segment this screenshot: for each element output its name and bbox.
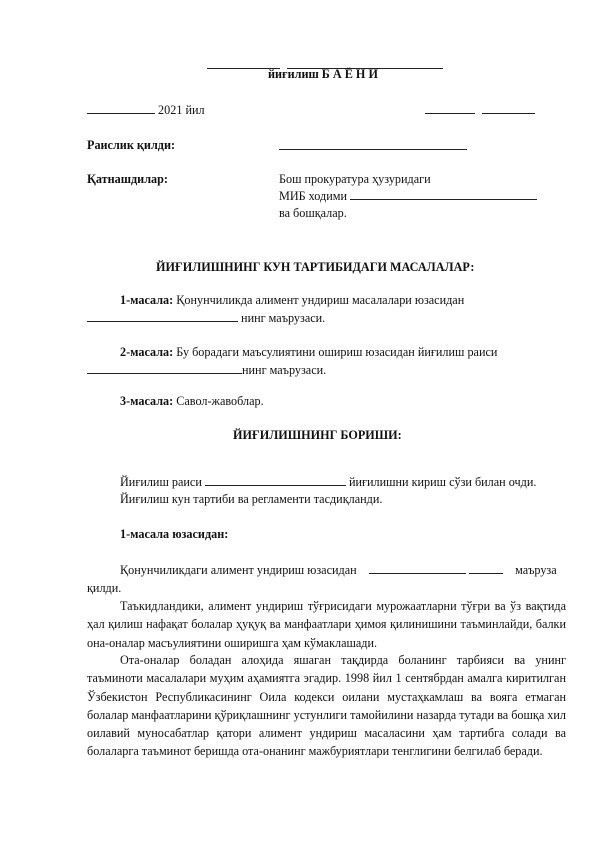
participants-line2-text: МИБ ходими: [279, 189, 348, 203]
agenda-item-2-blank: [87, 363, 242, 374]
agenda-title: ЙИҒИЛИШНИНГ КУН ТАРТИБИДАГИ МАСАЛАЛАР:: [156, 260, 475, 274]
speaker-blank-2: [469, 563, 503, 574]
agenda-item-2: [87, 343, 566, 380]
p1-b: маъруза: [515, 563, 557, 577]
participants-line2: [279, 189, 537, 204]
p1-a: Қонунчиликдаги алимент ундириш юзасидан: [120, 563, 357, 577]
date-blank: [87, 103, 155, 114]
section-1-title: 1-масала юзасидан:: [120, 527, 229, 541]
agenda-item-2-tail: нинг маърузаси.: [242, 363, 327, 378]
participants-line3: ва бошқалар.: [279, 206, 347, 220]
location-blank: [425, 103, 535, 118]
agenda-item-1: [87, 291, 566, 328]
participants-label: Қатнашдилар:: [87, 172, 168, 186]
year-text: 2021 йил: [158, 103, 205, 117]
agenda-item-2-label: 2-масала:: [120, 345, 174, 359]
proceedings-line-1-a: Йиғилиш раиси: [120, 475, 202, 489]
agenda-item-1-text: Қонунчиликда алимент ундириш масалалари юзасидан: [176, 293, 465, 307]
agenda-item-2-text: Бу борадаги маъсулиятини ошириш юзасидан йиғилиш раиси: [176, 345, 498, 359]
participants-line1: Бош прокуратура ҳузуридаги: [279, 172, 431, 186]
proceedings-line-1: [120, 475, 536, 490]
participants-blank: [350, 189, 537, 200]
proceedings-paragraph-1: [87, 561, 566, 597]
agenda-item-3-text: Савол-жавоблар.: [176, 394, 264, 408]
agenda-item-1-tail: нинг маърузаси.: [241, 311, 326, 326]
date-line: [87, 103, 205, 118]
agenda-item-1-blank: [87, 311, 238, 322]
proceedings-paragraph-2: Таъкидландики, алимент ундириш тўғрисидаги мурожаатларни тўғри ва ўз вақтида ҳал қилиш нафақат болалар ҳуқуқ ва манфаатлари ҳимоя қилинишини таъминлайди, балки она-оналар масъулиятини оширишга ҳам кўмаклашади.: [87, 599, 566, 650]
proceedings-line-2: Йиғилиш кун тартиби ва регламенти тасдиқланди.: [120, 492, 383, 506]
p1-c: қилди.: [87, 581, 122, 595]
agenda-item-3-label: 3-масала:: [120, 394, 174, 408]
proceedings-line-1-b: йиғилишни кириш сўзи билан очди.: [348, 475, 537, 489]
proceedings-paragraph-3: Ота-оналар боладан алоҳида яшаган тақдирда боланинг тарбияси ва унинг таъминоти масалалари муҳим аҳамиятга эгадир. 1998 йил 1 сентябрдан амалга киритилган Ўзбекистон Республикасининг Оила кодекси оилани мустаҳкамлаш ва вояга етмаган болалар манфаатларини қўриқлашнинг устунлиги тамойилини назарда тутади ва бошқа хил оилавий муносабатлар қатори алимент ундириш масаласини ҳам тартибга солади ва болаларга таъминот беришда ота-онанинг мажбуриятлари тенглигини белгилаб беради.: [87, 653, 566, 759]
agenda-item-3: [120, 394, 264, 409]
agenda-item-1-label: 1-масала:: [120, 293, 174, 307]
chair-name-blank: [205, 475, 346, 486]
proceedings-title: ЙИҒИЛИШНИНГ БОРИШИ:: [233, 428, 402, 442]
speaker-blank-1: [369, 563, 466, 574]
chair-blank: [279, 139, 467, 154]
document-title: йиғилиш Б А Ё Н И: [268, 67, 378, 81]
chair-label: Раислик қилди:: [87, 138, 176, 152]
